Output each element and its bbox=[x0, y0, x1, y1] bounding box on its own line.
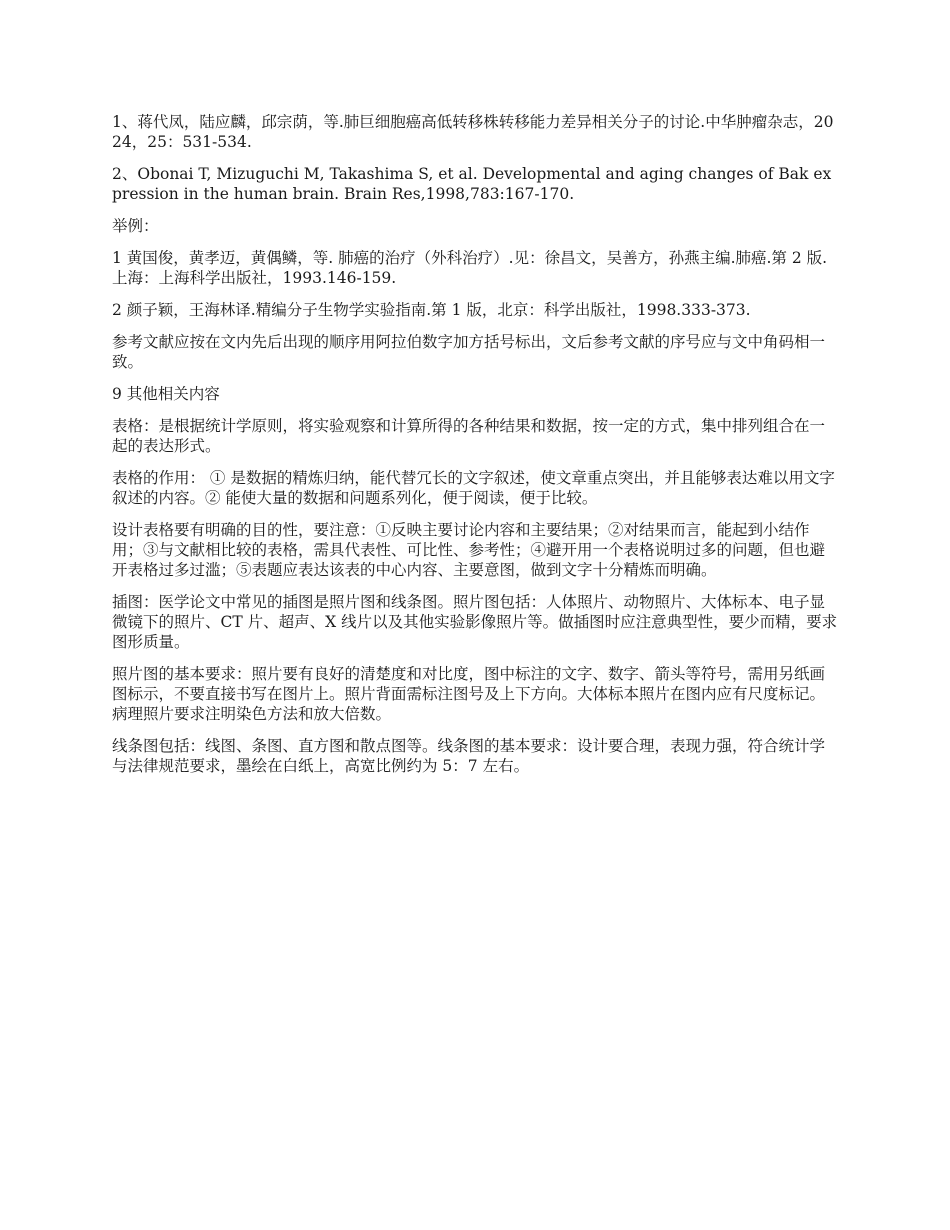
reference-order-note: 参考文献应按在文内先后出现的顺序用阿拉伯数字加方括号标出，文后参考文献的序号应与文中角码相一致。 bbox=[112, 333, 826, 371]
example-heading: 举例： bbox=[112, 217, 159, 235]
table-definition: 表格：是根据统计学原则，将实验观察和计算所得的各种结果和数据，按一定的方式，集中排列组合在一起的表达形式。 bbox=[112, 417, 826, 455]
section-heading: 9 其他相关内容 bbox=[112, 385, 220, 403]
table-design: 设计表格要有明确的目的性，要注意：①反映主要讨论内容和主要结果；②对结果而言，能起到小结作用；③与文献相比较的表格，需具代表性、可比性、参考性；④避开用一个表格说明过多的问题，但也避开表格过多过滥；⑤表题应表达该表的中心内容、主要意图，做到文字十分精炼而明确。 bbox=[112, 521, 826, 579]
example-1: 1 黄国俊，黄孝迈，黄偶鳞，等. 肺癌的治疗（外科治疗）.见：徐昌文，吴善方，孙燕主编.肺癌.第 2 版.上海：上海科学出版社，1993.146-159. bbox=[112, 249, 828, 287]
document-body bbox=[112, 112, 840, 788]
table-purpose: 表格的作用： ① 是数据的精炼归纳，能代替冗长的文字叙述，使文章重点突出，并且能够表达难以用文字叙述的内容。② 能使大量的数据和问题系列化，便于阅读，便于比较。 bbox=[112, 469, 835, 507]
figure-definition: 插图：医学论文中常见的插图是照片图和线条图。照片图包括：人体照片、动物照片、大体标本、电子显微镜下的照片、CT 片、超声、X 线片以及其他实验影像照片等。做插图时应注意典型性，要少而精，要求图形质量。 bbox=[112, 593, 838, 651]
line-drawing-requirements: 线条图包括：线图、条图、直方图和散点图等。线条图的基本要求：设计要合理，表现力强，符合统计学与法律规范要求，墨绘在白纸上，高宽比例约为 5：7 左右。 bbox=[112, 737, 826, 775]
example-2: 2 颜子颖，王海林译.精编分子生物学实验指南.第 1 版，北京：科学出版社，1998.333-373. bbox=[112, 301, 751, 319]
photo-requirements: 照片图的基本要求：照片要有良好的清楚度和对比度，图中标注的文字、数字、箭头等符号，需用另纸画图标示，不要直接书写在图片上。照片背面需标注图号及上下方向。大体标本照片在图内应有尺度标记。病理照片要求注明染色方法和放大倍数。 bbox=[112, 665, 826, 723]
reference-2: 2、Obonai T, Mizuguchi M, Takashima S, et al. Developmental and aging changes of Bak expression in the human brain. Brain Res,1998,783:167-170. bbox=[112, 165, 832, 203]
reference-1: 1、蒋代凤，陆应麟，邱宗荫，等.肺巨细胞癌高低转移株转移能力差异相关分子的讨论.中华肿瘤杂志，2024，25：531-534. bbox=[112, 113, 834, 151]
